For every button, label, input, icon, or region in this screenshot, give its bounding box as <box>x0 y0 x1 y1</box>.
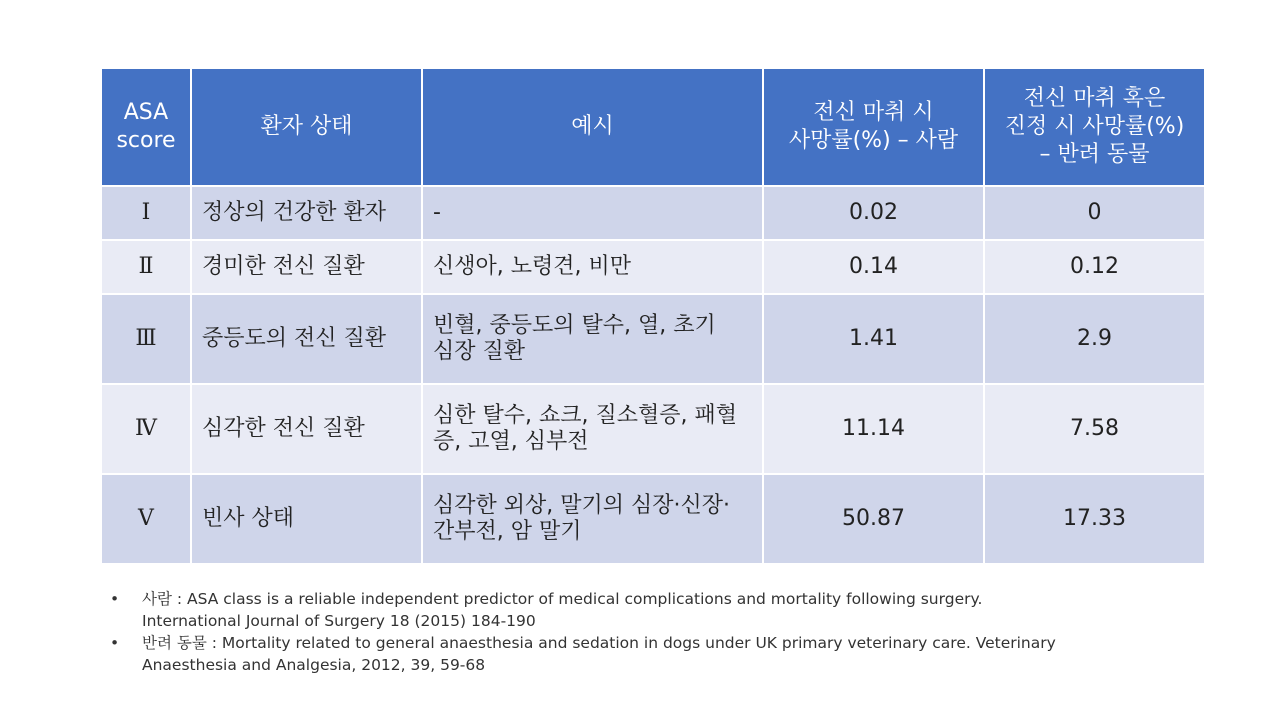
cell-score: Ⅱ <box>101 240 191 294</box>
asa-table-container <box>100 67 1204 565</box>
cell-state: 빈사 상태 <box>191 474 422 564</box>
asa-mortality-table <box>100 67 1206 565</box>
cell-example-text: 신생아, 노령견, 비만 <box>433 254 631 279</box>
header-patient-state <box>191 68 422 186</box>
table-row <box>101 240 1205 294</box>
cell-state: 중등도의 전신 질환 <box>191 294 422 384</box>
cell-example-text: ‐ <box>433 200 441 225</box>
reference-note-human <box>108 588 1178 632</box>
cell-human-mortality: 0.02 <box>763 186 984 240</box>
header-asa-score <box>101 68 191 186</box>
header-example <box>422 68 763 186</box>
reference-note-line: International Journal of Surgery 18 (2015) 184-190 <box>142 612 536 630</box>
cell-score: Ⅴ <box>101 474 191 564</box>
cell-example-text: 심각한 외상, 말기의 심장·신장· 간부전, 암 말기 <box>433 493 730 544</box>
cell-human-mortality: 50.87 <box>763 474 984 564</box>
header-human-mortality-label: 전신 마취 시 사망률(%) – 사람 <box>788 100 959 153</box>
cell-score: Ⅰ <box>101 186 191 240</box>
table-row <box>101 294 1205 384</box>
cell-animal-mortality: 0 <box>984 186 1205 240</box>
cell-example <box>422 294 763 384</box>
cell-example <box>422 240 763 294</box>
reference-note-animal <box>108 632 1178 676</box>
reference-notes <box>108 588 1178 676</box>
cell-animal-mortality: 17.33 <box>984 474 1205 564</box>
cell-score: Ⅳ <box>101 384 191 474</box>
cell-state: 심각한 전신 질환 <box>191 384 422 474</box>
cell-example-text: 빈혈, 중등도의 탈수, 열, 초기 심장 질환 <box>433 313 716 364</box>
header-animal-mortality-label: 전신 마취 혹은 진정 시 사망률(%) – 반려 동물 <box>1004 86 1185 167</box>
cell-score: Ⅲ <box>101 294 191 384</box>
cell-state: 경미한 전신 질환 <box>191 240 422 294</box>
cell-human-mortality: 1.41 <box>763 294 984 384</box>
cell-animal-mortality: 0.12 <box>984 240 1205 294</box>
header-patient-state-label: 환자 상태 <box>260 114 353 139</box>
cell-example <box>422 384 763 474</box>
reference-note-line: 사람 : ASA class is a reliable independent predictor of medical complications and mortality following surgery. <box>142 590 983 608</box>
header-asa-score-label: ASA score <box>116 100 176 153</box>
header-human-mortality <box>763 68 984 186</box>
table-row <box>101 474 1205 564</box>
cell-example <box>422 474 763 564</box>
header-animal-mortality <box>984 68 1205 186</box>
cell-human-mortality: 11.14 <box>763 384 984 474</box>
bullet-icon: • <box>110 590 120 608</box>
table-row <box>101 384 1205 474</box>
cell-animal-mortality: 2.9 <box>984 294 1205 384</box>
reference-note-line: 반려 동물 : Mortality related to general anaesthesia and sedation in dogs under UK primary veterinary care. Veterinary <box>142 634 1056 652</box>
table-header-row <box>101 68 1205 186</box>
cell-state: 정상의 건강한 환자 <box>191 186 422 240</box>
header-example-label: 예시 <box>571 114 614 139</box>
cell-animal-mortality: 7.58 <box>984 384 1205 474</box>
cell-human-mortality: 0.14 <box>763 240 984 294</box>
cell-example-text: 심한 탈수, 쇼크, 질소혈증, 패혈 증, 고열, 심부전 <box>433 403 737 454</box>
reference-note-line: Anaesthesia and Analgesia, 2012, 39, 59-68 <box>142 656 486 674</box>
table-row <box>101 186 1205 240</box>
cell-example <box>422 186 763 240</box>
bullet-icon: • <box>110 634 120 652</box>
